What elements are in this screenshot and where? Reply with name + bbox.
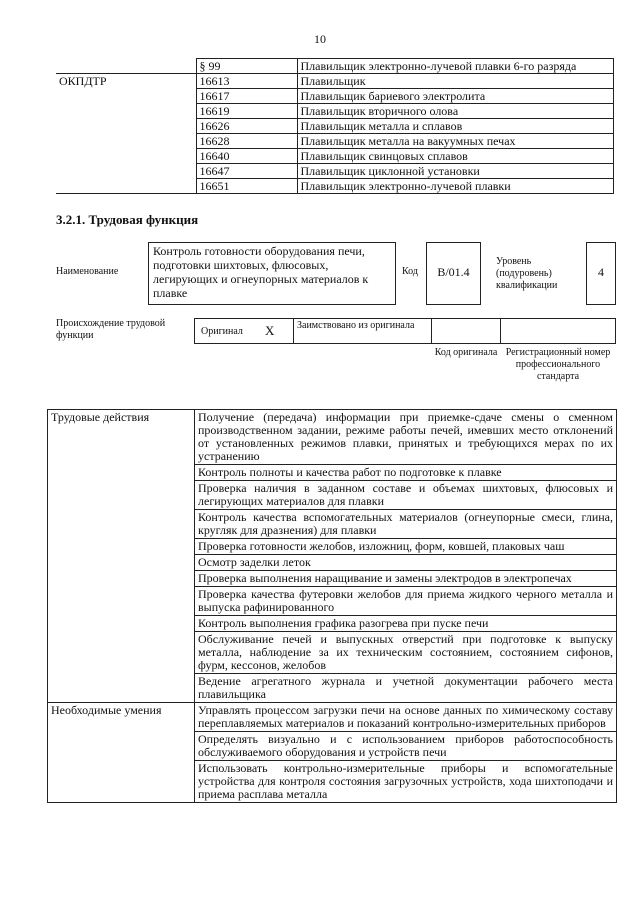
table-row <box>48 410 617 465</box>
skill-item: Определять визуально и с использованием приборов работоспособность обслуживаемого оборудования и устройств печи <box>195 732 617 761</box>
level-value: 4 <box>586 242 616 305</box>
original-code-box <box>431 318 501 344</box>
okpdtr-code: 16617 <box>196 89 297 104</box>
reg-caption: Регистрационный номер профессионального стандарта <box>505 347 611 382</box>
code-caption: Код оригинала <box>434 347 498 358</box>
origin-label: Происхождение трудовой функции <box>56 318 166 341</box>
table-row <box>48 703 617 732</box>
labor-action: Проверка выполнения наращивание и замены электродов в электропечах <box>195 571 617 587</box>
okpdtr-name: Плавильщик вторичного олова <box>297 104 614 119</box>
labor-action: Проверка наличия в заданном составе и объемах шихтовых, флюсовых и легирующих материалов для плавки <box>195 481 617 510</box>
original-mark: X <box>265 323 275 338</box>
page-number: 10 <box>314 32 326 46</box>
okpdtr-name: Плавильщик бариевого электролита <box>297 89 614 104</box>
labor-actions-label: Трудовые действия <box>48 410 195 703</box>
labor-action: Контроль выполнения графика разогрева при пуске печи <box>195 616 617 632</box>
labor-action: Ведение агрегатного журнала и учетной документации рабочего места плавильщика <box>195 674 617 703</box>
okpdtr-name: Плавильщик <box>297 74 614 89</box>
section-title: 3.2.1. Трудовая функция <box>56 212 199 227</box>
reg-number-box <box>500 318 616 344</box>
table-row <box>56 59 614 74</box>
okpdtr-label: ОКПДТР <box>56 74 196 194</box>
original-box <box>194 318 294 344</box>
okpdtr-code: 16613 <box>196 74 297 89</box>
skills-label: Необходимые умения <box>48 703 195 803</box>
okpdtr-table <box>56 58 614 194</box>
function-code: В/01.4 <box>426 242 481 305</box>
skill-item: Управлять процессом загрузки печи на основе данных по химическому составу переплавляемых материалов и показаний контрольно-измерительных приборов <box>195 703 617 732</box>
labor-action: Обслуживание печей и выпускных отверстий при подготовке к выпуску металла, наблюдение за их техническим состоянием, состоянием сифонов, фурм, кессонов, желобов <box>195 632 617 674</box>
labor-action: Осмотр заделки леток <box>195 555 617 571</box>
okpdtr-name: Плавильщик циклонной установки <box>297 164 614 179</box>
okpdtr-name: Плавильщик свинцовых сплавов <box>297 149 614 164</box>
labor-function-table <box>47 409 617 803</box>
labor-action: Проверка качества футеровки желобов для приема жидкого черного металла и выпуска рафинированного <box>195 587 617 616</box>
labor-action: Получение (передача) информации при приемке-сдаче смены о сменном производственном задании, режиме работы печей, имевших место отклонений от установленных режимов плавки, принятых и требующихся мерах по их устранению <box>195 410 617 465</box>
original-label: Оригинал <box>201 326 243 337</box>
okpdtr-code: 16640 <box>196 149 297 164</box>
okpdtr-code: § 99 <box>196 59 297 74</box>
table-row <box>56 74 614 89</box>
okpdtr-code: 16626 <box>196 119 297 134</box>
labor-action: Контроль качества вспомогательных материалов (огнеупорные смеси, глина, кругляк для дразнения) для плавки <box>195 510 617 539</box>
okpdtr-name: Плавильщик электронно-лучевой плавки 6-го разряда <box>297 59 614 74</box>
code-label: Код <box>402 266 418 277</box>
labor-action: Контроль полноты и качества работ по подготовке к плавке <box>195 465 617 481</box>
okpdtr-code: 16619 <box>196 104 297 119</box>
skill-item: Использовать контрольно-измерительные приборы и вспомогательные устройства для контроля состояния загрузочных устройств, хода шихтоподачи и приема расплава металла <box>195 761 617 803</box>
okpdtr-code: 16628 <box>196 134 297 149</box>
name-label: Наименование <box>56 266 119 277</box>
borrowed-box: Заимствовано из оригинала <box>293 318 432 344</box>
okpdtr-code: 16651 <box>196 179 297 194</box>
okpdtr-name: Плавильщик металла на вакуумных печах <box>297 134 614 149</box>
okpdtr-name: Плавильщик электронно-лучевой плавки <box>297 179 614 194</box>
function-name: Контроль готовности оборудования печи, подготовки шихтовых, флюсовых, легирующих и огнеупорных материалов к плавке <box>148 242 396 305</box>
labor-action: Проверка готовности желобов, изложниц, форм, ковшей, плаковых чаш <box>195 539 617 555</box>
level-label: Уровень (подуровень) квалификации <box>496 256 558 291</box>
okpdtr-code: 16647 <box>196 164 297 179</box>
okpdtr-name: Плавильщик металла и сплавов <box>297 119 614 134</box>
